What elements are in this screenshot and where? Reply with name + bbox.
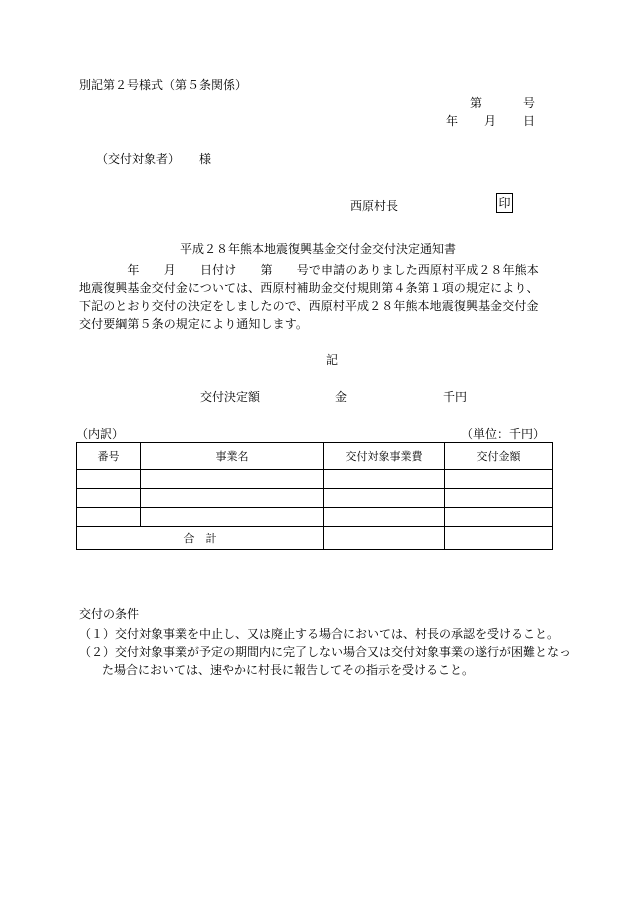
- body-text-line: 地震復興基金交付金については、西原村補助金交付規則第４条第１項の規定により、: [79, 281, 539, 295]
- body-text-line: 下記のとおり交付の決定をしましたので、西原村平成２８年熊本地震復興基金交付金: [79, 299, 539, 313]
- document-number-label: 第: [470, 96, 483, 110]
- total-label: 合 計: [77, 527, 324, 550]
- seal-mark: 印: [496, 193, 513, 213]
- header-eligible-cost: 交付対象事業費: [324, 443, 445, 470]
- body-text-line: 交付要綱第５条の規定により通知します。: [79, 317, 308, 331]
- table-cell[interactable]: [141, 489, 324, 508]
- total-eligible-cost-cell[interactable]: [324, 527, 445, 550]
- grant-amount-kin: 金: [335, 390, 348, 404]
- header-project-name: 事業名: [141, 443, 324, 470]
- table-row: [77, 489, 553, 508]
- table-cell[interactable]: [141, 508, 324, 527]
- header-grant-amount: 交付金額: [445, 443, 553, 470]
- table-cell[interactable]: [324, 489, 445, 508]
- table-row: [77, 508, 553, 527]
- body-text-line: 年 月 日付け 第 号で申請のありました西原村平成２８年熊本: [79, 263, 539, 277]
- table-cell[interactable]: [445, 508, 553, 527]
- condition-item-2-continued: た場合においては、速やかに村長に報告してその指示を受けること。: [102, 663, 475, 677]
- condition-item-1: （１）交付対象事業を中止し、又は廃止する場合においては、村長の承認を受けること。: [79, 627, 560, 641]
- recipient-honorific: 様: [199, 152, 212, 166]
- unit-note: （単位：千円）: [461, 427, 546, 441]
- document-number-suffix: 号: [523, 96, 536, 110]
- header-number: 番号: [77, 443, 141, 470]
- table-cell[interactable]: [77, 470, 141, 489]
- issuer-name: 西原村長: [350, 199, 399, 213]
- table-cell[interactable]: [445, 489, 553, 508]
- table-cell[interactable]: [445, 470, 553, 489]
- table-row: [77, 470, 553, 489]
- date-day-label: 日: [523, 114, 536, 128]
- table-cell[interactable]: [324, 470, 445, 489]
- table-cell[interactable]: [141, 470, 324, 489]
- date-month-label: 月: [484, 114, 497, 128]
- table-cell[interactable]: [324, 508, 445, 527]
- table-cell[interactable]: [77, 508, 141, 527]
- ki-heading: 記: [326, 353, 339, 367]
- grant-amount-label: 交付決定額: [200, 390, 261, 404]
- total-grant-amount-cell[interactable]: [445, 527, 553, 550]
- form-number: 別記第２号様式（第５条関係）: [79, 78, 248, 92]
- document-title: 平成２８年熊本地震復興基金交付金交付決定通知書: [180, 242, 457, 256]
- condition-item-2: （２）交付対象事業が予定の期間内に完了しない場合又は交付対象事業の遂行が困難となっ: [79, 645, 572, 659]
- date-year-label: 年: [446, 114, 459, 128]
- table-header-row: [77, 443, 553, 470]
- conditions-title: 交付の条件: [79, 607, 140, 621]
- breakdown-label: （内訳）: [76, 427, 125, 441]
- table-cell[interactable]: [77, 489, 141, 508]
- grant-amount-unit: 千円: [443, 390, 468, 404]
- breakdown-table: [76, 442, 553, 550]
- table-total-row: [77, 527, 553, 550]
- recipient-label: （交付対象者）: [96, 152, 181, 166]
